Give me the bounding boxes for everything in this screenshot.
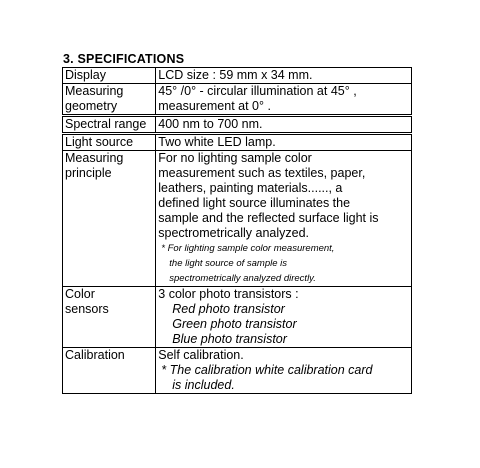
row-label [63, 116, 156, 134]
row-value [156, 134, 412, 151]
table-row-display [63, 68, 412, 84]
sensor-item: Green photo transistor [172, 317, 297, 331]
row-label [63, 287, 156, 348]
specifications-table [62, 67, 412, 394]
value-text: LCD size : 59 mm x 34 mm. [158, 68, 313, 82]
label-text: Measuring [65, 84, 124, 98]
label-text: Spectral range [65, 117, 147, 131]
value-text: Two white LED lamp. [158, 135, 276, 149]
note-text: spectrometrically analyzed directly. [169, 273, 316, 284]
table-row-measuring-geometry [63, 84, 412, 116]
table-row-measuring-principle [63, 151, 412, 287]
label-text: Display [65, 68, 106, 82]
section-title: 3. SPECIFICATIONS [63, 52, 185, 66]
table-row-color-sensors [63, 287, 412, 348]
value-text: spectrometrically analyzed. [158, 226, 310, 240]
value-text: 3 color photo transistors : [158, 287, 299, 301]
value-text: 400 nm to 700 nm. [158, 117, 263, 131]
table-row-light-source [63, 134, 412, 151]
label-text: geometry [65, 99, 118, 113]
label-text: Measuring [65, 151, 124, 165]
row-value [156, 151, 412, 287]
label-text: Calibration [65, 348, 125, 362]
value-text: For no lighting sample color [158, 151, 312, 165]
row-value [156, 116, 412, 134]
row-value [156, 348, 412, 394]
value-text: measurement at 0° . [158, 99, 271, 113]
value-text: measurement such as textiles, paper, [158, 166, 366, 180]
label-text: sensors [65, 302, 109, 316]
note-text: is included. [172, 378, 235, 392]
value-text: 45° /0° - circular illumination at 45° , [158, 84, 357, 98]
principle-note [158, 241, 409, 286]
row-value [156, 287, 412, 348]
label-text: Color [65, 287, 95, 301]
label-text: Light source [65, 135, 134, 149]
value-text: sample and the reflected surface light is [158, 211, 379, 225]
value-text: leathers, painting materials......, a [158, 181, 343, 195]
sensor-item: Red photo transistor [172, 302, 285, 316]
row-label [63, 151, 156, 287]
note-text: * The calibration white calibration card [161, 363, 373, 377]
table-row-spectral-range [63, 116, 412, 134]
row-value [156, 84, 412, 116]
row-label [63, 84, 156, 116]
value-text: defined light source illuminates the [158, 196, 351, 210]
table-row-calibration [63, 348, 412, 394]
row-label [63, 348, 156, 394]
specifications-document [62, 52, 412, 394]
note-text: the light source of sample is [169, 258, 288, 269]
row-value [156, 68, 412, 84]
label-text: principle [65, 166, 112, 180]
note-text: * For lighting sample color measurement, [161, 243, 335, 254]
row-label [63, 134, 156, 151]
row-label [63, 68, 156, 84]
value-text: Self calibration. [158, 348, 244, 362]
sensor-item: Blue photo transistor [172, 332, 287, 346]
